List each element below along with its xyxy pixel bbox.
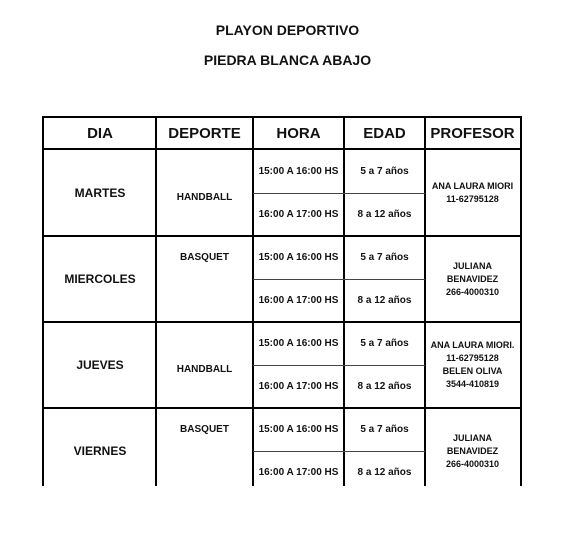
- time-cell: 15:00 A 16:00 HS: [258, 424, 339, 435]
- day-cell: MARTES: [74, 185, 126, 200]
- teacher-line: BELEN OLIVA: [442, 366, 503, 376]
- teacher-line: JULIANA: [452, 432, 492, 443]
- teacher-cell: [425, 408, 520, 486]
- teacher-cell: [425, 150, 520, 236]
- sport-cell: HANDBALL: [176, 192, 233, 203]
- teacher-line: BENAVIDEZ: [446, 273, 499, 284]
- time-cell: 15:00 A 16:00 HS: [258, 338, 339, 349]
- age-cell: 8 a 12 años: [357, 381, 412, 392]
- teacher-line: 11-62795128: [446, 353, 499, 363]
- header-profesor: PROFESOR: [425, 118, 520, 150]
- age-cell: 8 a 12 años: [357, 295, 412, 306]
- teacher-cell: [425, 236, 520, 322]
- teacher-line: 3544-410819: [445, 379, 500, 389]
- sport-cell: BASQUET: [180, 252, 229, 263]
- time-cell: 16:00 A 17:00 HS: [258, 467, 339, 478]
- header-dia: DIA: [44, 118, 156, 150]
- slot-divider: [253, 365, 425, 366]
- teacher-line: 266-4000310: [445, 458, 500, 469]
- teacher-line: 11-62795128: [446, 194, 499, 204]
- slot-divider: [253, 193, 425, 194]
- schedule-table: [42, 116, 522, 486]
- sport-cell: HANDBALL: [176, 364, 233, 375]
- age-cell: 5 a 7 años: [360, 252, 409, 263]
- header-edad: EDAD: [344, 118, 425, 150]
- teacher-line: ANA LAURA MIORI: [431, 181, 514, 191]
- time-cell: 16:00 A 17:00 HS: [258, 209, 339, 220]
- teacher-line: BENAVIDEZ: [446, 445, 499, 456]
- day-cell: MIERCOLES: [64, 271, 136, 286]
- slot-divider: [253, 279, 425, 280]
- slot-divider: [253, 451, 425, 452]
- header-deporte: DEPORTE: [156, 118, 253, 150]
- teacher-cell: [425, 322, 520, 408]
- age-cell: 5 a 7 años: [360, 424, 409, 435]
- time-cell: 16:00 A 17:00 HS: [258, 295, 339, 306]
- title-line-2: PIEDRA BLANCA ABAJO: [203, 52, 372, 68]
- age-cell: 5 a 7 años: [360, 338, 409, 349]
- teacher-line: ANA LAURA MIORI.: [430, 340, 515, 350]
- age-cell: 8 a 12 años: [357, 467, 412, 478]
- teacher-line: 266-4000310: [445, 286, 500, 297]
- teacher-line: JULIANA: [452, 260, 492, 271]
- time-cell: 15:00 A 16:00 HS: [258, 166, 339, 177]
- title-line-1: PLAYON DEPORTIVO: [215, 22, 360, 38]
- time-cell: 15:00 A 16:00 HS: [258, 252, 339, 263]
- day-cell: JUEVES: [76, 357, 124, 372]
- day-cell: VIERNES: [73, 443, 127, 458]
- age-cell: 8 a 12 años: [357, 209, 412, 220]
- age-cell: 5 a 7 años: [360, 166, 409, 177]
- time-cell: 16:00 A 17:00 HS: [258, 381, 339, 392]
- sport-cell: BASQUET: [180, 424, 229, 435]
- header-hora: HORA: [253, 118, 344, 150]
